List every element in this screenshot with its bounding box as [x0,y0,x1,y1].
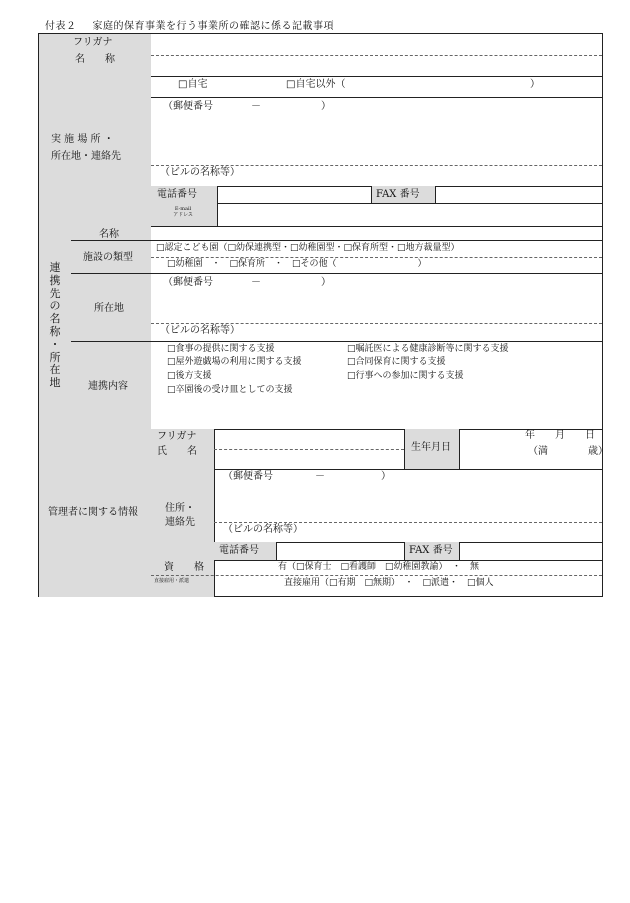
manager-address-input[interactable] [214,484,602,522]
divider [151,97,602,98]
vertical-char: 連 [49,261,61,274]
address-input[interactable] [151,114,602,165]
support-item[interactable]: □後方支援 [167,371,212,381]
vertical-char: 地 [49,376,61,390]
phone-label: 電話番号 [157,189,197,200]
facility-name-label: 名 称 [75,54,115,65]
partner-location-label: 所在地 [94,303,124,314]
email-label-line1: E-mail [174,206,192,212]
facility-name-input[interactable] [151,55,602,76]
employment-options[interactable]: 直接雇用（□有期 □無期） ・ □派遣・ □個人 [284,578,494,588]
vertical-char: 所 [49,350,61,364]
divider [371,186,372,203]
facility-type-line1[interactable]: □認定こども園（□幼保連携型・□幼稚園型・□保育所型・□地方裁量型） [156,243,460,253]
manager-postal-close: ） [381,471,391,482]
manager-postal-label: （郵便番号 [223,471,273,482]
partner-name-label: 名称 [99,229,119,240]
manager-name-label: 氏 名 [157,446,197,457]
furigana-label: フリガナ [73,37,113,48]
birthdate-label: 生年月日 [411,442,451,453]
building-name-label: （ビルの名称等） [160,167,240,178]
support-item[interactable]: □行事への参加に関する支援 [347,371,464,381]
home-checkbox[interactable]: □自宅 [178,79,208,90]
manager-address-label-cell [151,469,214,560]
facility-type-line2[interactable]: □幼稚園 ・ □保育所 ・ □その他（ ） [167,259,427,269]
qualification-label: 資 格 [164,562,204,573]
partner-postal-close: ） [321,277,331,288]
divider [71,240,602,241]
divider [404,429,405,469]
partner-postal-label: （郵便番号 [163,277,213,288]
manager-furigana-input[interactable] [214,429,404,449]
divider [404,542,405,560]
manager-fax-input[interactable] [459,542,602,560]
phone-input[interactable] [217,186,371,203]
partnership-content-label: 連携内容 [88,381,128,392]
form-table [38,33,608,597]
divider [151,560,602,561]
vertical-char: 携 [49,273,61,287]
appendix-number: 付表２ [45,21,77,32]
manager-address-label-line2: 連絡先 [165,517,195,528]
furigana-input[interactable] [151,34,602,55]
fax-label: FAX 番号 [376,189,420,200]
divider [151,469,602,470]
support-item[interactable]: □嘱託医による健康診断等に関する支援 [347,344,509,354]
manager-fax-label: FAX 番号 [409,545,453,556]
building-divider [151,165,602,166]
employment-label: 直接雇用・派遣 [154,578,190,584]
vertical-char: 在 [49,363,61,377]
support-item[interactable]: □合同保育に関する支援 [347,357,446,367]
qualification-options[interactable]: 有（□保育士 □看護師 □幼稚園教諭） ・ 無 [278,562,480,572]
postal-close: ） [321,101,331,112]
vertical-char: 称 [49,324,61,338]
manager-building-label: （ビルの名称等） [223,524,303,535]
partner-building-label: （ビルの名称等） [160,325,240,336]
partner-postal-dash: － [251,277,261,288]
other-close: ） [530,79,540,90]
manager-info-label: 管理者に関する情報 [48,507,138,518]
email-label [167,206,199,218]
postal-dash: － [251,101,261,112]
facility-type-label: 施設の類型 [83,252,133,263]
email-input[interactable] [217,203,602,226]
manager-postal-dash: － [315,471,325,482]
manager-phone-input[interactable] [276,542,404,560]
title-text: 家庭的保育事業を行う事業所の確認に係る記載事項 [92,21,334,32]
partner-address-input[interactable] [151,290,602,323]
manager-name-input[interactable] [214,449,404,469]
vertical-char: ・ [49,337,61,351]
place-label-line1: 実 施 場 所 ・ [51,134,114,145]
support-item[interactable]: □食事の提供に関する支援 [167,344,275,354]
email-label-line2: アドレス [173,212,193,218]
support-item[interactable]: □屋外遊戯場の利用に関する支援 [167,357,302,367]
birthdate-units: 年 月 日 [525,430,595,441]
fax-input[interactable] [435,186,602,203]
divider [71,341,602,342]
furigana-divider [151,55,602,56]
other-than-home-checkbox[interactable]: □自宅以外（ [286,79,346,90]
partner-vertical-label [49,262,61,390]
vertical-char: 名 [49,312,61,326]
age-field: （満 歳） [528,446,608,457]
manager-phone-label: 電話番号 [219,545,259,556]
type-divider [151,257,602,258]
manager-building-divider [214,522,602,523]
support-item[interactable]: □卒園後の受け皿としての支援 [167,385,293,395]
vertical-char: の [49,299,61,313]
partner-name-input[interactable] [151,226,602,240]
page-title [45,17,334,32]
place-label-line2: 所在地・連絡先 [51,151,121,162]
vertical-char: 先 [49,286,61,300]
partner-building-divider [151,323,602,324]
manager-address-label-line1: 住所・ [165,503,195,514]
manager-furigana-label: フリガナ [157,431,197,442]
postal-code-label: （郵便番号 [163,101,213,112]
qualification-divider [151,575,602,576]
divider [71,273,602,274]
